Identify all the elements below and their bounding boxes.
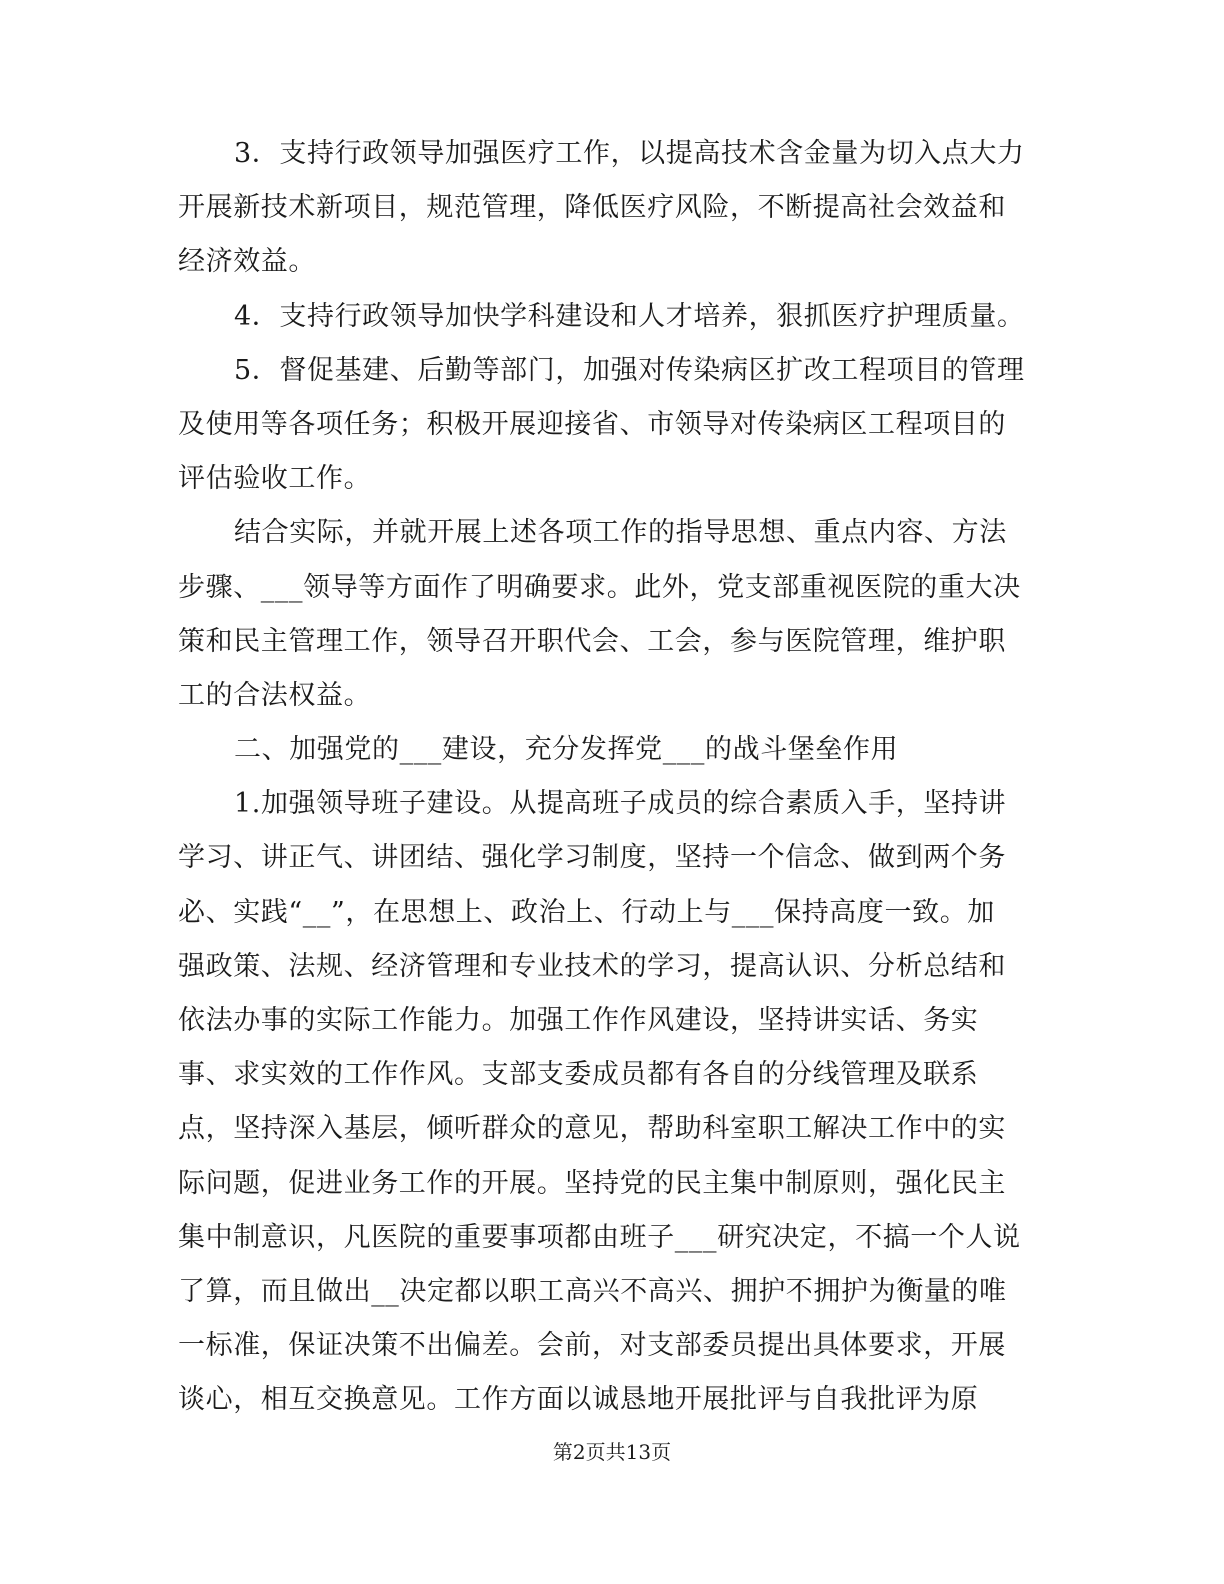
document-body [178,127,1040,1428]
page-number-footer: 第2页共13页 [552,1440,672,1464]
paragraph-line: 集中制意识，凡医院的重要事项都由班子___研究决定，不搞一个人说 [178,1221,1021,1253]
paragraph-line: 学习、讲正气、讲团结、强化学习制度，坚持一个信念、做到两个务 [178,842,1006,874]
paragraph-line: 及使用等各项任务；积极开展迎接省、市领导对传染病区工程项目的 [178,408,1006,440]
paragraph-line: 谈心，相互交换意见。工作方面以诚恳地开展批评与自我批评为原 [178,1384,979,1416]
paragraph-line: 策和民主管理工作，领导召开职代会、工会，参与医院管理，维护职 [178,625,1006,657]
paragraph-line: 必、实践“__”，在思想上、政治上、行动上与___保持高度一致。加 [178,896,995,928]
paragraph-line: 工的合法权益。 [178,679,372,711]
paragraph-line: 4．支持行政领导加快学科建设和人才培养，狠抓医疗护理质量。 [234,300,1025,332]
paragraph-line: 依法办事的实际工作能力。加强工作作风建设，坚持讲实话、务实 [178,1005,979,1036]
paragraph-line: 评估验收工作。 [178,463,372,495]
section-heading: 二、加强党的___建设，充分发挥党___的战斗堡垒作用 [234,734,899,766]
paragraph-line: 一标准，保证决策不出偏差。会前，对支部委员提出具体要求，开展 [178,1330,1006,1362]
paragraph-line: 1.加强领导班子建设。从提高班子成员的综合素质入手，坚持讲 [234,788,1007,820]
paragraph-line: 3．支持行政领导加强医疗工作，以提高技术含金量为切入点大力 [234,138,1025,169]
paragraph-line: 开展新技术新项目，规范管理，降低医疗风险，不断提高社会效益和 [178,192,1006,224]
paragraph-line: 步骤、___领导等方面作了明确要求。此外，党支部重视医院的重大决 [178,571,1021,603]
paragraph-line: 事、求实效的工作作风。支部支委成员都有各自的分线管理及联系 [178,1059,979,1091]
paragraph-line: 际问题，促进业务工作的开展。坚持党的民主集中制原则，强化民主 [178,1167,1006,1199]
paragraph-line: 经济效益。 [178,246,316,278]
paragraph-line: 点，坚持深入基层，倾听群众的意见，帮助科室职工解决工作中的实 [178,1113,1006,1145]
paragraph-line: 5．督促基建、后勤等部门，加强对传染病区扩改工程项目的管理 [234,354,1025,386]
paragraph-line: 了算，而且做出__决定都以职工高兴不高兴、拥护不拥护为衡量的唯 [178,1275,1007,1307]
paragraph-line: 强政策、法规、经济管理和专业技术的学习，提高认识、分析总结和 [178,950,1006,982]
paragraph-line: 结合实际，并就开展上述各项工作的指导思想、重点内容、方法 [234,517,1007,549]
